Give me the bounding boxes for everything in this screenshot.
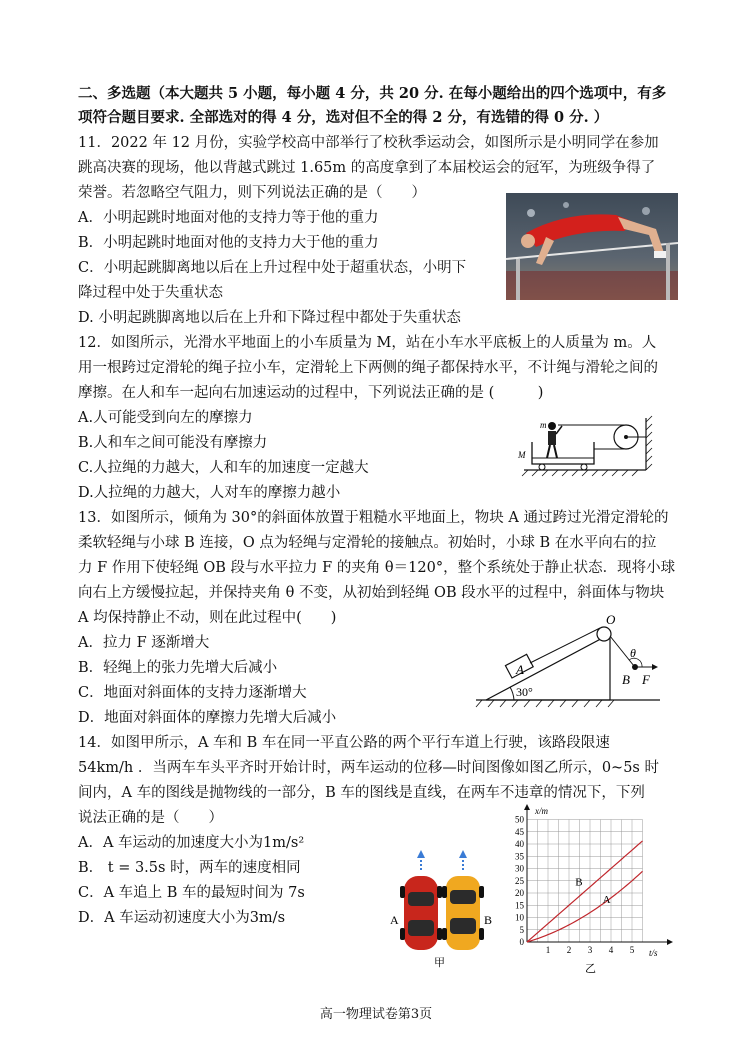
q14-stem-2: 54km/h ．当两车车头平齐时开始计时，两车运动的位移—时间图像如图乙所示，0~5s 时: [78, 760, 659, 776]
q11-option-c-cont: 降过程中处于失重状态: [78, 285, 223, 301]
red-car-icon: [400, 876, 442, 950]
incline-pulley-diagram: [472, 612, 672, 712]
q11-option-c: C．小明起跳脚离地以后在上升过程中处于超重状态，小明下: [78, 260, 467, 276]
q14-stem-4: 说法正确的是（ ）: [78, 810, 223, 826]
q14-option-b: B． t = 3.5s 时，两车的速度相同: [78, 860, 301, 876]
x-tick-label: 2: [566, 945, 572, 955]
y-tick-label: 30: [515, 863, 524, 874]
xt-chart: [505, 804, 675, 976]
y-tick-label: 40: [515, 839, 524, 849]
q12-stem-3: 摩擦。在人和车一起向右加速运动的过程中，下列说法正确的是 ( ): [78, 385, 544, 401]
incline-angle-label: 30°: [516, 685, 533, 699]
q13-stem-4: 向右上方缓慢拉起，并保持夹角 θ 不变，从初始到轻绳 OB 段水平的过程中，斜面体与物块: [78, 585, 665, 601]
y-tick-label: 45: [515, 826, 524, 837]
q14-option-a: A．A 车运动的加速度大小为1m/s²: [78, 835, 305, 851]
section-header-line2: 项符合题目要求. 全部选对的得 4 分，选对但不全的得 2 分，有选错的得 0 分. ）: [78, 109, 609, 126]
block-a-label: A: [516, 662, 524, 677]
q13-option-d: D．地面对斜面体的摩擦力先增大后减小: [78, 710, 337, 726]
q13-stem-5: A 均保持静止不动，则在此过程中( ): [78, 610, 337, 626]
x-axis-label: t/s: [649, 948, 658, 958]
q14-stem-1: 14．如图甲所示，A 车和 B 车在同一平直公路的两个平行车道上行驶，该路段限速: [78, 735, 610, 751]
q13-option-c: C．地面对斜面体的支持力逐渐增大: [78, 685, 307, 701]
y-tick-label: 20: [515, 888, 524, 898]
q11-option-a: A．小明起跳时地面对他的支持力等于他的重力: [78, 210, 379, 226]
section-header-line1: 二、多选题（本大题共 5 小题，每小题 4 分，共 20 分. 在每小题给出的四个选项中，有多: [78, 85, 667, 102]
q13-option-a: A．拉力 F 逐渐增大: [78, 635, 210, 651]
q12-option-d: D.人拉绳的力越大，人对车的摩擦力越小: [78, 485, 341, 501]
q13-stem-2: 柔软轻绳与小球 B 连接，O 点为轻绳与定滑轮的接触点。初始时，小球 B 在水平向右的拉: [78, 535, 657, 551]
q14-option-d: D．A 车运动初速度大小为3m/s: [78, 910, 286, 926]
y-tick-label: 15: [515, 900, 524, 911]
q12-option-b: B.人和车之间可能没有摩擦力: [78, 435, 268, 451]
q11-stem-3: 荣誉。若忽略空气阻力，则下列说法正确的是（ ）: [78, 185, 426, 201]
y-axis-label: x/m: [535, 806, 548, 816]
y-tick-label: 25: [515, 875, 524, 886]
figure-jia-caption: 甲: [434, 957, 445, 968]
q13-stem-3: 力 F 作用下使轻绳 OB 段与水平拉力 F 的夹角 θ＝120°，整个系统处于静止状态．现将小球: [78, 560, 676, 576]
y-tick-label: 35: [515, 851, 524, 862]
series-label-A: A: [602, 893, 611, 906]
y-tick-label: 50: [515, 814, 524, 825]
q11-stem-2: 跳高决赛的现场，他以背越式跳过 1.65m 的高度拿到了本届校运会的冠军，为班级争得了: [78, 160, 656, 176]
q12-option-c: C.人拉绳的力越大，人和车的加速度一定越大: [78, 460, 369, 476]
figure-yi-caption: 乙: [585, 963, 596, 975]
q13-option-b: B．轻绳上的张力先增大后减小: [78, 660, 278, 676]
q12-stem-2: 用一根跨过定滑轮的绳子拉小车，定滑轮上下两侧的绳子都保持水平，不计绳与滑轮之间的: [78, 360, 658, 376]
high-jump-photo: [506, 193, 678, 300]
point-o-label: O: [606, 612, 616, 627]
label-m: m: [540, 420, 547, 430]
yellow-car-icon: [442, 876, 484, 950]
theta-label: θ: [630, 646, 636, 660]
q11-option-d: D. 小明起跳脚离地以后在上升和下降过程中都处于失重状态: [78, 310, 461, 326]
q13-stem-1: 13．如图所示，倾角为 30°的斜面体放置于粗糙水平地面上，物块 A 通过跨过光滑定滑轮的: [78, 510, 669, 526]
y-tick-label: 10: [515, 912, 524, 923]
x-tick-label: 3: [587, 945, 593, 955]
q11-stem-1: 11．2022 年 12 月份，实验学校高中部举行了校秋季运动会，如图所示是小明同学在参加: [78, 135, 659, 151]
car-b-label: B: [484, 913, 493, 927]
cart-pulley-diagram: [514, 412, 660, 478]
x-tick-label: 4: [608, 945, 614, 955]
y-tick-label: 0: [519, 937, 524, 947]
x-tick-label: 5: [629, 945, 635, 955]
label-M: M: [518, 450, 526, 460]
q11-option-b: B．小明起跳时地面对他的支持力大于他的重力: [78, 235, 379, 251]
q12-stem-1: 12．如图所示，光滑水平地面上的小车质量为 M，站在小车水平底板上的人质量为 m。人: [78, 335, 657, 351]
x-tick-label: 1: [545, 945, 551, 955]
series-line-A: [527, 871, 643, 942]
car-a-label: A: [390, 913, 399, 927]
ball-b-label: B: [622, 672, 630, 687]
page-footer: 高一物理试卷第3页: [319, 1007, 433, 1022]
q12-option-a: A.人可能受到向左的摩擦力: [78, 410, 253, 426]
force-f-label: F: [642, 672, 650, 687]
q14-option-c: C．A 车追上 B 车的最短时间为 7s: [78, 885, 305, 901]
two-cars-figure: [386, 848, 496, 968]
q14-stem-3: 间内，A 车的图线是抛物线的一部分，B 车的图线是直线，在两车不违章的情况下，下列: [78, 785, 645, 801]
y-tick-label: 5: [519, 924, 524, 935]
series-label-B: B: [575, 876, 583, 889]
